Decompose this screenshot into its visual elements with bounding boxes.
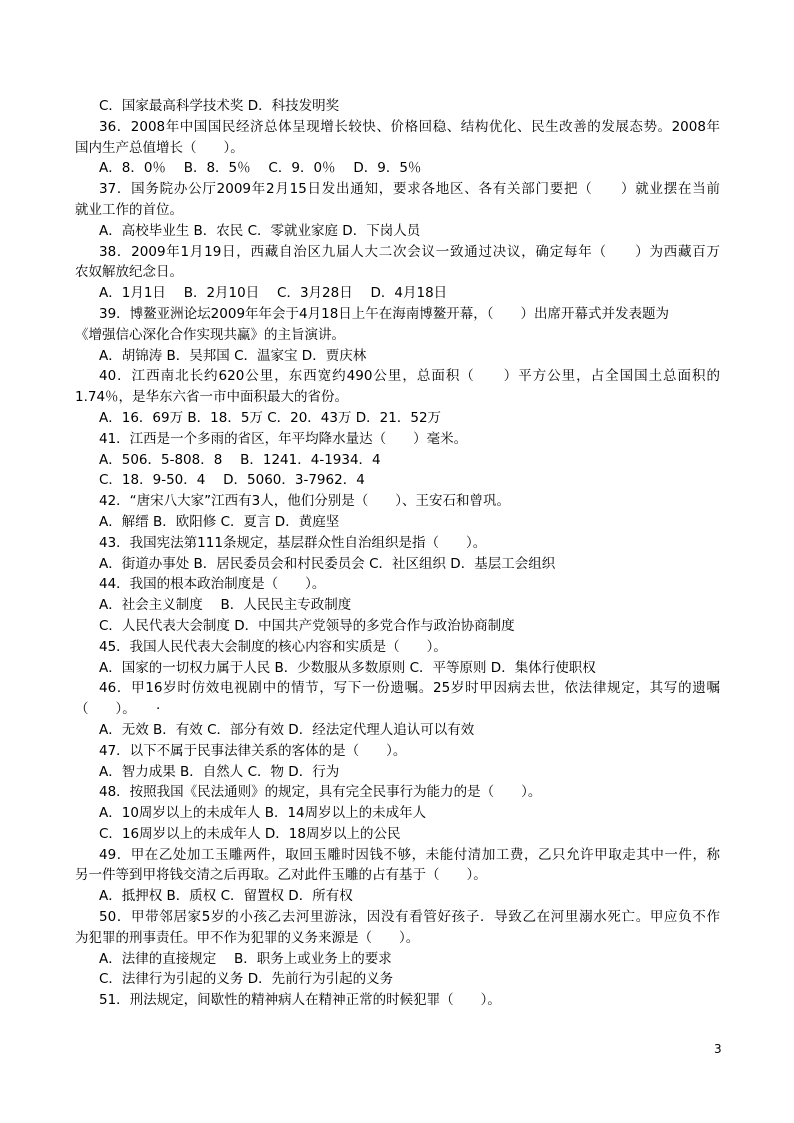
text-line: 40．江西南北长约620公里，东西宽约490公里，总面积（ ）平方公里，占全国国土总面积的	[99, 368, 720, 385]
text-line: 38．2009年1月19日，西藏自治区九届人大二次会议一致通过决议，确定每年（ ）为西藏百万	[99, 243, 720, 260]
page-number: 3	[714, 1042, 722, 1056]
text-line: A．抵押权 B．质权 C．留置权 D．所有权	[99, 888, 353, 905]
text-line: C．人民代表大会制度 D．中国共产党领导的多党合作与政治协商制度	[99, 617, 515, 634]
text-line: A．解缙 B．欧阳修 C．夏言 D．黄庭坚	[99, 513, 340, 530]
text-line: 47．以下不属于民事法律关系的客体的是（ ）。	[99, 742, 407, 759]
text-line: 《增强信心深化合作实现共赢》的主旨演讲。	[75, 326, 345, 343]
text-line: A．8．0％ B．8．5％ C．9．0％ D．9．5％	[99, 160, 422, 177]
text-line: （ ）。 ·	[75, 701, 161, 718]
text-line: A．506．5-808．8 B．1241．4-1934．4	[99, 451, 381, 468]
text-line: C．国家最高科学技术奖 D．科技发明奖	[99, 98, 340, 114]
text-line: 国内生产总值增长（ ）。	[75, 139, 244, 156]
text-line: 50．甲带邻居家5岁的小孩乙去河里游泳，因没有看管好孩子．导致乙在河里溺水死亡。甲应负不作	[99, 909, 720, 926]
text-line: 就业工作的首位。	[75, 201, 183, 218]
text-line: 农奴解放纪念日。	[75, 264, 183, 281]
text-line: 43．我国宪法第111条规定，基层群众性自治组织是指（ ）。	[99, 534, 487, 551]
text-line: A．社会主义制度 B．人民民主专政制度	[99, 597, 352, 614]
text-line: 49．甲在乙处加工玉雕两件，取回玉雕时因钱不够，未能付清加工费，乙只允许甲取走其中一件，称	[99, 846, 720, 863]
text-line: 41．江西是一个多雨的省区，年平均降水量达（ ）毫米。	[99, 430, 468, 447]
text-line: A．国家的一切权力属于人民 B．少数服从多数原则 C．平等原则 D．集体行使职权	[99, 659, 596, 676]
text-line: A．法律的直接规定 B．职务上或业务上的要求	[99, 950, 392, 967]
text-line: A．街道办事处 B．居民委员会和村民委员会 C．社区组织 D．基层工会组织	[99, 555, 556, 572]
text-line: 36．2008年中国国民经济总体呈现增长较快、价格回稳、结构优化、民生改善的发展态势。2008年	[99, 118, 720, 135]
text-line: 1.74％，是华东六省一市中面积最大的省份。	[75, 389, 349, 406]
text-line: A．智力成果 B．自然人 C．物 D．行为	[99, 763, 340, 780]
text-line: 46．甲16岁时仿效电视剧中的情节，写下一份遗嘱。25岁时甲因病去世，依法律规定，其写的遗嘱	[99, 680, 720, 697]
text-line: 另一件等到甲将钱交清之后再取。乙对此件玉雕的占有基于（ ）。	[75, 867, 487, 884]
text-line: A．无效 B．有效 C．部分有效 D．经法定代理人追认可以有效	[99, 721, 475, 738]
document-body	[75, 96, 720, 1011]
text-line: 为犯罪的刑事责任。甲不作为犯罪的义务来源是（ ）。	[75, 929, 420, 946]
text-line: A．10周岁以上的未成年人 B．14周岁以上的未成年人	[99, 805, 427, 822]
text-line: 51．刑法规定，间歇性的精神病人在精神正常的时候犯罪（ ）。	[99, 992, 501, 1009]
text-line: 39．博鳌亚洲论坛2009年年会于4月18日上午在海南博鳌开幕，（ ）出席开幕式并发表题为	[99, 305, 670, 322]
text-line: 48．按照我国《民法通则》的规定，具有完全民事行为能力的是（ ）。	[99, 784, 542, 801]
text-line: C．18．9-50．4 D．5060．3-7962．4	[99, 472, 365, 489]
text-line: C．16周岁以上的未成年人 D．18周岁以上的公民	[99, 825, 401, 842]
text-line: 44．我国的根本政治制度是（ ）。	[99, 576, 326, 593]
text-line: 45．我国人民代表大会制度的核心内容和实质是（ ）。	[99, 638, 447, 655]
text-line: A．16．69万 B．18．5万 C．20．43万 D．21．52万	[99, 409, 442, 426]
text-line: 42．“唐宋八大家”江西有3人，他们分别是（ ）、王安石和曾巩。	[99, 493, 511, 510]
text-line: A．胡锦涛 B．吴邦国 C．温家宝 D．贾庆林	[99, 347, 367, 364]
text-line: C．法律行为引起的义务 D．先前行为引起的义务	[99, 971, 394, 988]
text-line: 37．国务院办公厅2009年2月15日发出通知，要求各地区、各有关部门要把（ ）就业摆在当前	[99, 181, 720, 198]
text-line: A．高校毕业生 B．农民 C．零就业家庭 D．下岗人员	[99, 222, 421, 239]
text-line: A．1月1日 B．2月10日 C．3月28日 D．4月18日	[99, 285, 448, 302]
